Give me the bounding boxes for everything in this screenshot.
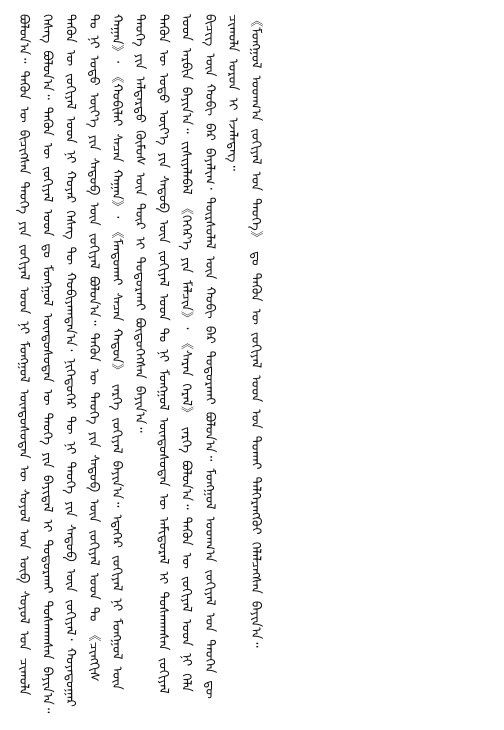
vertical-mongolian-text xyxy=(12,14,492,718)
paragraph: 《ᠮᠣᠩᠭᠣᠯ ᠤᠳᠬ᠎ᠠ ᠵᠣᠬᠢᠶᠠᠯ ᠤᠨ ᠲᠡᠦᠬᠡ》 ᠳᠤ ᠲᠡᠭᠦᠨ ᠦ ᠵᠣᠬᠢᠶᠠᠯ ᠤᠳ ᠤᠨ ᠲᠤᠬᠠᠢ ᠳᠡᠯᠭᠡᠷᠡᠩᠭᠦᠢ ᠬᠡᠯᠡᠯᠴᠡᠭᠰᠡᠨ ᠪᠠᠶᠢᠨ᠎ᠠ᠃ xyxy=(248,14,264,648)
paragraph: ᠪᠣᠯᠤᠨ᠎ᠠ᠃ ᠲᠡᠭᠦᠨ ᠦ ᠪᠢᠴᠢᠭᠰᠡᠨ ᠲᠡᠦᠬᠡ ᠶᠢᠨ ᠵᠣᠬᠢᠶᠠᠯ ᠤᠳ ᠨᠢ ᠮᠣᠩᠭᠣᠯ ᠦᠨᠳᠦᠰᠦᠲᠡᠨ ᠦ ᠰᠣᠶᠣᠯ ᠤᠨ ᠦᠪ ᠰᠣᠶᠣᠯ ᠤᠨ ᠴᠢᠬᠤᠯᠠ ᠬᠡᠰᠡᠭ ᠪᠣᠯᠤᠨ᠎ᠠ᠃ ᠲᠡᠭᠦᠨ ᠦ ᠵᠣᠬᠢᠶᠠᠯ ᠤᠳ ᠳᠤ ᠮᠣᠩᠭᠣᠯ ᠦᠨᠳᠦᠰᠦᠲᠡᠨ ᠦ ᠲᠡᠦᠬᠡ ᠶᠢᠨ ᠪᠠᠶᠢᠳᠠᠯ ᠢ ᠲᠣᠳᠣᠷᠬᠠᠢ ᠲᠤᠰᠬᠠᠭᠰᠠᠨ ᠪᠠᠶᠢᠨ᠎ᠠ᠃ xyxy=(16,14,55,714)
paragraph: ᠲᠡᠭᠦᠨ ᠦ ᠣᠳᠣ ᠦᠶ᠎ᠡ ᠶᠢᠨ ᠰᠡᠳᠦᠪ ᠦᠨ ᠵᠣᠬᠢᠶᠠᠯ ᠤᠳ ᠲᠤ ᠨᠢ ᠮᠣᠩᠭᠣᠯ ᠦᠨᠳᠦᠰᠦᠲᠡᠨ ᠦ ᠠᠮᠢᠳᠤᠷᠠᠯ ᠢ ᠲᠤᠰᠬᠠᠭᠰᠠᠨ ᠵᠣᠬᠢᠶᠠᠯ ᠤᠳ ᠠᠷᠪᠢᠨ ᠪᠠᠶᠢᠨ᠎ᠠ᠃ ᠵᠢᠱᠢᠶᠡᠯᠡᠪᠡᠯ 《ᠬᠡᠭᠡᠷ᠎ᠡ ᠶᠢᠨ ᠮᠠᠯᠴᠢᠨ》᠂ 《ᠰᠠᠷᠠᠨ ᠭᠡᠷᠡᠯ》 ᠵᠡᠷᠭᠡ ᠪᠣᠯᠤᠨ᠎ᠠ᠃ ᠲᠡᠭᠦᠨ ᠦ ᠵᠣᠬᠢᠶᠠᠯ ᠤᠳ ᠨᠢ ᠬᠡᠯᠡ ᠪᠢᠴᠢᠭ ᠦᠨ ᠬᠤᠪᠢ ᠪᠡᠷ ᠪᠠᠶᠠᠯᠢᠭ᠂ ᠳᠦᠷᠰᠦᠯᠡᠯ ᠦᠨ ᠬᠤᠪᠢ ᠪᠡᠷ ᠲᠣᠳᠣᠷᠬᠠᠢ ᠪᠣᠯᠤᠨ᠎ᠠ᠃ ᠮᠣᠩᠭᠣᠯ ᠤᠳᠬ᠎ᠠ ᠵᠣᠬᠢᠶᠠᠯ ᠤᠨ ᠲᠡᠦᠬᠡᠨ ᠳᠦ ᠴᠢᠬᠤᠯᠠ ᠣᠷᠤᠨ ᠢ ᠡᠵᠡᠯᠡᠳᠡᠭ᠃ xyxy=(155,14,241,699)
paragraph: ᠲᠡᠭᠦᠨ ᠦ ᠵᠣᠬᠢᠶᠠᠯ ᠤᠳ ᠨᠢ ᠬᠣᠶᠠᠷ ᠬᠡᠰᠡᠭ ᠲᠦ ᠬᠤᠪᠢᠶᠠᠭᠳᠠᠨ᠎ᠠ᠂ ᠨᠢᠭᠡᠳᠦᠭᠡᠷ ᠲᠦ ᠨᠢ ᠲᠡᠦᠬᠡ ᠶᠢᠨ ᠰᠡᠳᠦᠪ ᠦᠨ ᠵᠣᠬᠢᠶᠠᠯ᠂ ᠬᠣᠶᠠᠳᠤᠭᠠᠷ ᠲᠤ ᠨᠢ ᠣᠳᠣ ᠦᠶ᠎ᠡ ᠶᠢᠨ ᠰᠡᠳᠦᠪ ᠦᠨ ᠵᠣᠬᠢᠶᠠᠯ ᠪᠣᠯᠤᠨ᠎ᠠ᠃ ᠲᠡᠭᠦᠨ ᠦ ᠲᠡᠦᠬᠡ ᠶᠢᠨ ᠰᠡᠳᠦᠪ ᠦᠨ ᠵᠣᠬᠢᠶᠠᠯ ᠤᠳ ᠲᠤ 《ᠴᠢᠩᠭᠢᠰ ᠬᠠᠭᠠᠨ》᠂ 《ᠬᠤᠪᠢᠯᠠᠢ ᠰᠡᠴᠡᠨ ᠬᠠᠭᠠᠨ》᠂ 《ᠮᠠᠨᠳᠤᠬᠠᠢ ᠰᠡᠴᠡᠨ ᠬᠠᠲᠤᠨ》 ᠵᠡᠷᠭᠡ ᠵᠣᠬᠢᠶᠠᠯ ᠪᠠᠶᠢᠨ᠎ᠠ᠃ ᠡᠳᠡᠭᠡᠷ ᠵᠣᠬᠢᠶᠠᠯ ᠨᠢ ᠮᠣᠩᠭᠣᠯ ᠦᠨ ᠲᠡᠦᠬᠡ ᠶᠢᠨ ᠠᠯᠳᠠᠷᠲᠤ ᠬᠦᠮᠦᠰ ᠦᠨ ᠳᠦᠷ ᠢ ᠲᠣᠳᠣᠷᠬᠠᠢ ᠪᠦᠲᠦᠭᠡᠭᠰᠡᠨ ᠪᠠᠶᠢᠨ᠎ᠠ᠃ xyxy=(62,14,148,707)
